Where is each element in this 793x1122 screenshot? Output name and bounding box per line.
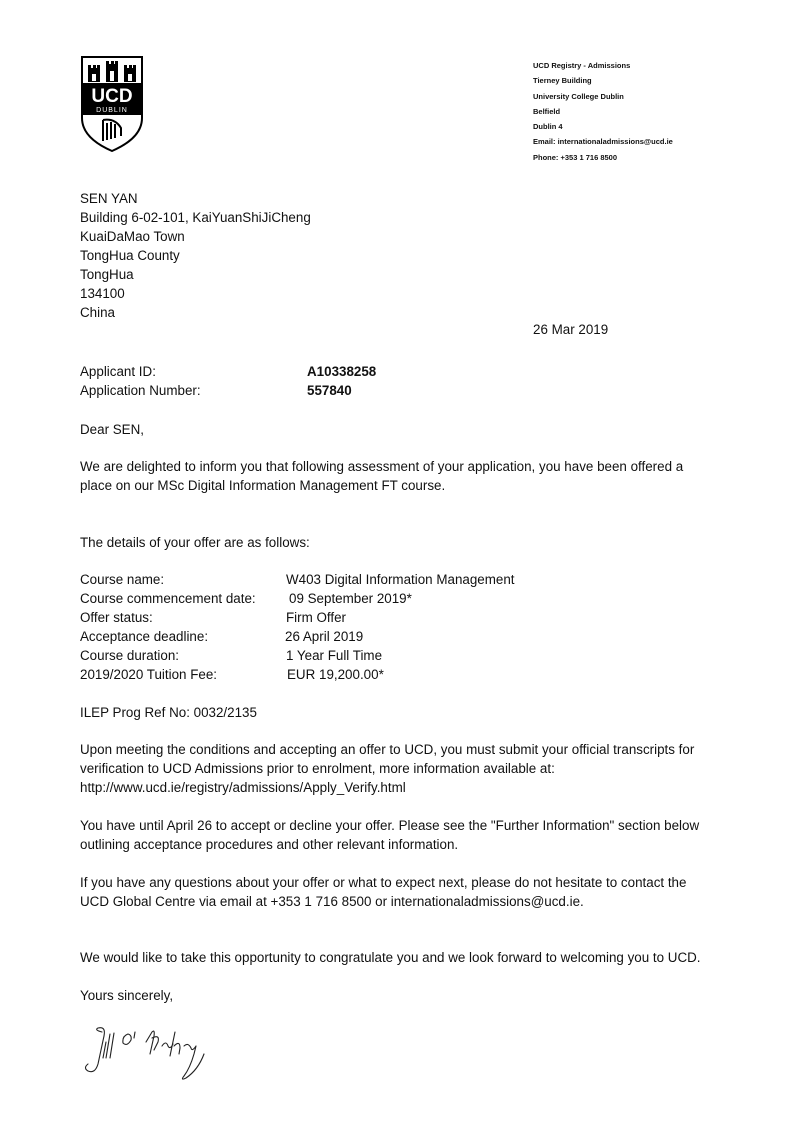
paragraph-line: If you have any questions about your offer or what to expect next, please do not hesitate to contact the bbox=[80, 875, 687, 890]
contact-line: University College Dublin bbox=[533, 91, 624, 101]
detail-row bbox=[80, 665, 580, 684]
paragraph-line: Upon meeting the conditions and accepting an offer to UCD, you must submit your official transcripts for bbox=[80, 742, 695, 757]
address-line: TongHua bbox=[80, 267, 134, 282]
applicant-id-label: Applicant ID: bbox=[80, 364, 156, 379]
congratulations-paragraph: We would like to take this opportunity to congratulate you and we look forward to welcoming you to UCD. bbox=[80, 950, 701, 965]
application-number-value: 557840 bbox=[307, 383, 352, 398]
address-line: 134100 bbox=[80, 286, 125, 301]
detail-label: Course name: bbox=[80, 572, 165, 587]
ilep-reference: ILEP Prog Ref No: 0032/2135 bbox=[80, 705, 257, 720]
transcripts-paragraph bbox=[80, 740, 694, 797]
detail-label: Course duration: bbox=[80, 648, 179, 663]
contact-line: Belfield bbox=[533, 106, 561, 116]
contact-block bbox=[533, 58, 673, 165]
address-line: Building 6-02-101, KaiYuanShiJiCheng bbox=[80, 210, 311, 225]
applicant-id-value: A10338258 bbox=[307, 364, 377, 379]
detail-value: 1 Year Full Time bbox=[286, 648, 383, 663]
address-line: China bbox=[80, 305, 115, 320]
verify-link[interactable]: http://www.ucd.ie/registry/admissions/Apply_Verify.html bbox=[80, 780, 406, 795]
applicant-ids bbox=[80, 362, 480, 400]
deadline-paragraph bbox=[80, 816, 699, 854]
address-line: TongHua County bbox=[80, 248, 180, 263]
detail-value: 09 September 2019* bbox=[289, 591, 412, 606]
contact-line: UCD Registry - Admissions bbox=[533, 61, 631, 70]
intro-line: place on our MSc Digital Information Management FT course. bbox=[80, 478, 446, 493]
detail-row bbox=[80, 627, 580, 646]
svg-text:UCD: UCD bbox=[91, 86, 133, 107]
detail-value: Firm Offer bbox=[286, 610, 347, 625]
detail-row bbox=[80, 608, 580, 627]
application-number-row bbox=[80, 381, 480, 400]
recipient-address bbox=[80, 189, 311, 322]
contact-line: Dublin 4 bbox=[533, 122, 563, 132]
address-line: KuaiDaMao Town bbox=[80, 229, 185, 244]
details-intro: The details of your offer are as follows: bbox=[80, 535, 310, 550]
paragraph-line: You have until April 26 to accept or decline your offer. Please see the "Further Information" section below bbox=[80, 818, 700, 833]
detail-label: Course commencement date: bbox=[80, 591, 256, 606]
intro-paragraph bbox=[80, 457, 683, 495]
salutation: Dear SEN, bbox=[80, 422, 144, 437]
intro-line: We are delighted to inform you that following assessment of your application, you have been offered a bbox=[80, 459, 684, 474]
applicant-id-row bbox=[80, 362, 480, 381]
questions-paragraph bbox=[80, 873, 686, 911]
address-line: SEN YAN bbox=[80, 191, 138, 206]
paragraph-line: UCD Global Centre via email at +353 1 716 8500 or internationaladmissions@ucd.ie. bbox=[80, 894, 584, 909]
signature bbox=[80, 1024, 220, 1084]
detail-label: Offer status: bbox=[80, 610, 153, 625]
detail-row bbox=[80, 646, 580, 665]
detail-label: 2019/2020 Tuition Fee: bbox=[80, 667, 217, 682]
detail-label: Acceptance deadline: bbox=[80, 629, 209, 644]
application-number-label: Application Number: bbox=[80, 383, 201, 398]
ucd-logo bbox=[81, 56, 143, 152]
paragraph-line: outlining acceptance procedures and other relevant information. bbox=[80, 837, 459, 852]
closing: Yours sincerely, bbox=[80, 988, 174, 1003]
paragraph-line: verification to UCD Admissions prior to enrolment, more information available at: bbox=[80, 761, 555, 776]
contact-email[interactable]: Email: internationaladmissions@ucd.ie bbox=[533, 137, 673, 147]
contact-line: Tierney Building bbox=[533, 76, 592, 86]
letter-date: 26 Mar 2019 bbox=[533, 322, 609, 337]
offer-details bbox=[80, 570, 580, 684]
detail-row bbox=[80, 589, 580, 608]
svg-text:DUBLIN: DUBLIN bbox=[96, 107, 128, 114]
detail-value: 26 April 2019 bbox=[285, 629, 364, 644]
detail-value: EUR 19,200.00* bbox=[287, 667, 384, 682]
contact-phone: Phone: +353 1 716 8500 bbox=[533, 152, 618, 162]
detail-row bbox=[80, 570, 580, 589]
detail-value: W403 Digital Information Management bbox=[286, 572, 515, 587]
